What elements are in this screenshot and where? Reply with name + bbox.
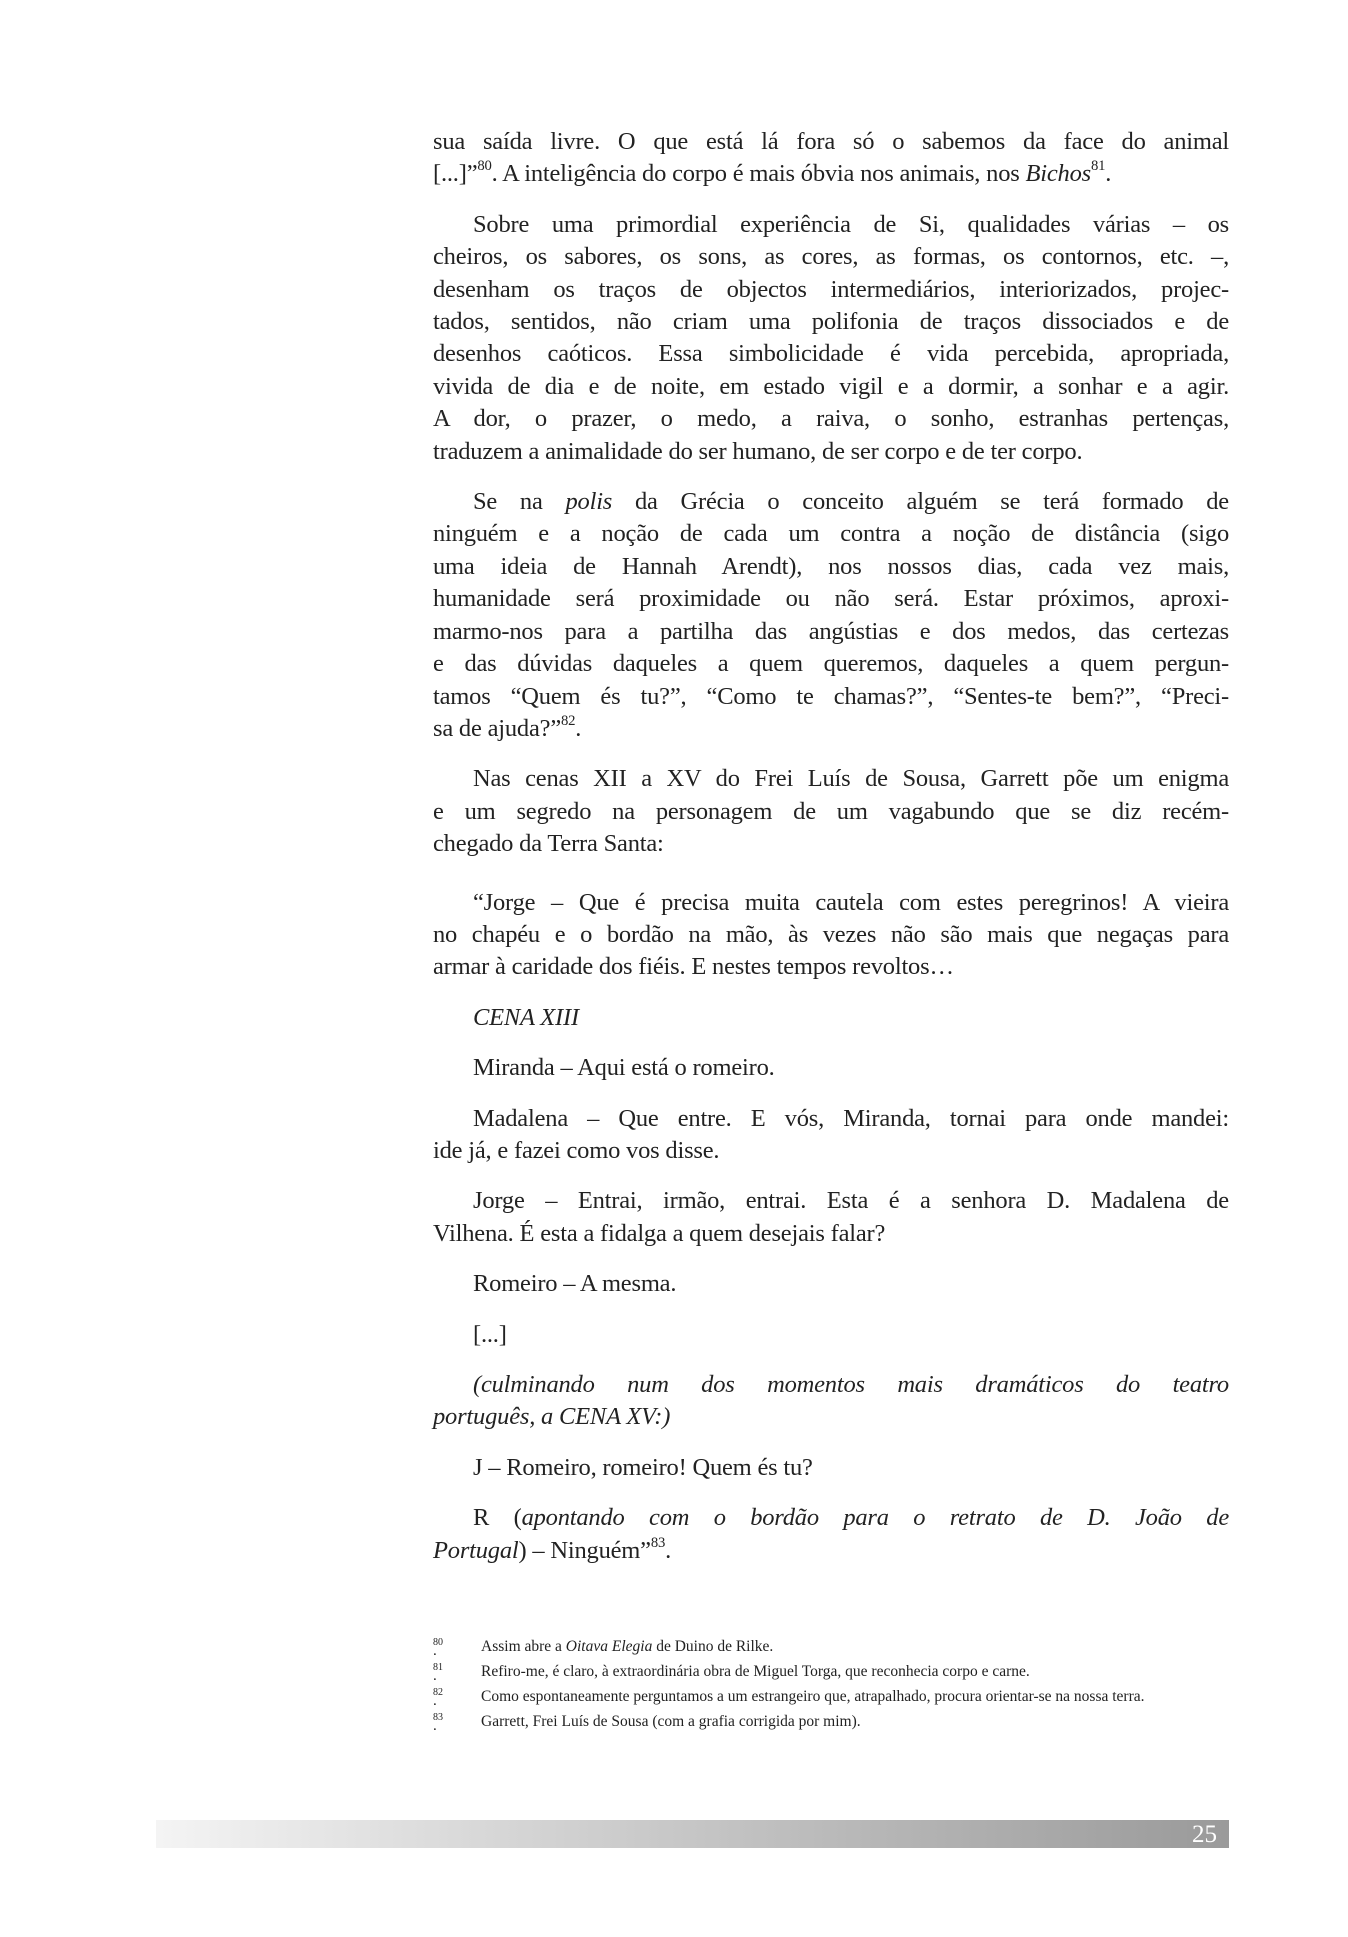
- footnote-text: Garrett, Frei Luís de Sousa (com a grafia corrigida por mim).: [481, 1713, 861, 1730]
- paragraph: [433, 1103, 1229, 1168]
- text-line: e das dúvidas daqueles a quem queremos, daqueles a quem pergun-: [433, 650, 1229, 678]
- text-line: Portugal) – Ninguém”$^{83}$.: [433, 1534, 672, 1564]
- paragraph: [433, 1319, 1229, 1351]
- footnote-ref[interactable]: 83: [650, 1534, 666, 1551]
- footer-bar: [156, 1820, 1229, 1848]
- text-line: J – Romeiro, romeiro! Quem és tu?: [473, 1453, 813, 1481]
- text-line: uma ideia de Hannah Arendt), nos nossos dias, cada vez mais,: [433, 552, 1229, 580]
- text-line: Sobre uma primordial experiência de Si, qualidades várias – os: [473, 210, 1229, 238]
- text-line: R (apontando com o bordão para o retrato de D. João de: [473, 1504, 1229, 1532]
- italic-text: (culminando num dos momentos mais dramáticos do teatro: [473, 1371, 1229, 1398]
- paragraph: [433, 1002, 1229, 1034]
- footnotes: [433, 1636, 1229, 1736]
- text-line: [433, 1369, 1229, 1401]
- text-line: A dor, o prazer, o medo, a raiva, o sonho, estranhas pertenças,: [433, 405, 1229, 433]
- text-line: [...]: [473, 1320, 507, 1348]
- footnote: [433, 1636, 1229, 1657]
- main-text: [433, 126, 1229, 1567]
- text-line: “Jorge – Que é precisa muita cautela com estes peregrinos! A vieira: [473, 888, 1229, 916]
- footnote: [433, 1711, 1229, 1732]
- text-line: Jorge – Entrai, irmão, entrai. Esta é a senhora D. Madalena de: [473, 1187, 1229, 1215]
- text-line: Miranda – Aqui está o romeiro.: [473, 1054, 775, 1082]
- footnote-number: 82 .: [433, 1686, 443, 1700]
- text-line: traduzem a animalidade do ser humano, de ser corpo e de ter corpo.: [433, 437, 1083, 465]
- paragraph: [433, 1502, 1229, 1567]
- text-line: cheiros, os sabores, os sons, as cores, as formas, os contornos, etc. –,: [433, 243, 1229, 271]
- paragraph: [433, 887, 1229, 984]
- text-line: [...]”$^{80}$. A inteligência do corpo é mais óbvia nos animais, nos Bichos$^{81}$.: [433, 158, 1112, 188]
- footnote-text: Como espontaneamente perguntamos a um estrangeiro que, atrapalhado, procura orientar-se na nossa terra.: [481, 1688, 1145, 1705]
- text-line: desenhos caóticos. Essa simbolicidade é vida percebida, apropriada,: [433, 340, 1229, 368]
- footnote-ref[interactable]: 80: [477, 158, 492, 175]
- footnote: [433, 1661, 1229, 1682]
- text-line: humanidade será proximidade ou não será. Estar próximos, aproxi-: [433, 585, 1229, 613]
- text-line: Madalena – Que entre. E vós, Miranda, tornai para onde mandei:: [473, 1104, 1229, 1132]
- footnote-text: Assim abre a Oitava Elegia de Duino de Rilke.: [481, 1638, 774, 1655]
- italic-text: Bichos: [1025, 160, 1091, 188]
- text-line: e um segredo na personagem de um vagabundo que se diz recém-: [433, 797, 1229, 825]
- paragraph: [433, 1268, 1229, 1300]
- italic-text: Oitava Elegia: [565, 1638, 653, 1655]
- paragraph: [433, 209, 1229, 468]
- text-line: marmo-nos para a partilha das angústias e dos medos, das certezas: [433, 617, 1229, 645]
- paragraph: [433, 763, 1229, 860]
- text-line: tamos “Quem és tu?”, “Como te chamas?”, “Sentes-te bem?”, “Preci-: [433, 682, 1229, 710]
- paragraph: [433, 486, 1229, 745]
- paragraph: [433, 1452, 1229, 1484]
- italic-text: polis: [565, 488, 613, 516]
- text-line: Romeiro – A mesma.: [473, 1270, 677, 1298]
- footnote-number: 81 .: [433, 1661, 443, 1675]
- text-line: ide já, e fazei como vos disse.: [433, 1136, 720, 1164]
- paragraph: [433, 1185, 1229, 1250]
- text-line: sua saída livre. O que está lá fora só o sabemos da face do animal: [433, 128, 1229, 155]
- paragraph: [433, 126, 1229, 191]
- text-line: sa de ajuda?”$^{82}$.: [433, 712, 582, 742]
- text-line: ninguém e a noção de cada um contra a noção de distância (sigo: [433, 520, 1229, 548]
- text-line: vivida de dia e de noite, em estado vigil e a dormir, a sonhar e a agir.: [433, 372, 1229, 400]
- footnote-number: 80 .: [433, 1636, 443, 1650]
- page-number: 25: [1192, 1821, 1217, 1848]
- text-line: [433, 1401, 1229, 1433]
- paragraph: [433, 1052, 1229, 1084]
- text-line: chegado da Terra Santa:: [433, 830, 664, 858]
- footnote-number: 83 .: [433, 1711, 443, 1725]
- footnote-text: Refiro-me, é claro, à extraordinária obra de Miguel Torga, que reconhecia corpo e carne.: [481, 1663, 1030, 1680]
- text-line: armar à caridade dos fiéis. E nestes tempos revoltos…: [433, 953, 954, 981]
- footnote: [433, 1686, 1229, 1707]
- italic-text: apontando com o bordão para o retrato de D. João de: [521, 1504, 1229, 1532]
- paragraph: [433, 1369, 1229, 1434]
- italic-text: português, a CENA XV:): [433, 1403, 671, 1431]
- text-line: no chapéu e o bordão na mão, às vezes não são mais que negaças para: [433, 920, 1229, 948]
- text-line: tados, sentidos, não criam uma polifonia de traços dissociados e de: [433, 308, 1229, 336]
- text-line: desenham os traços de objectos intermediários, interiorizados, projec-: [433, 275, 1229, 303]
- text-line: Vilhena. É esta a fidalga a quem desejais falar?: [433, 1219, 886, 1247]
- italic-text: CENA XIII: [473, 1003, 579, 1031]
- italic-text: Portugal: [433, 1536, 519, 1564]
- text-line: Se na polis da Grécia o conceito alguém se terá formado de: [473, 488, 1229, 516]
- text-line: [433, 1002, 1229, 1034]
- text-line: Nas cenas XII a XV do Frei Luís de Sousa, Garrett põe um enigma: [473, 765, 1229, 793]
- footnote-ref[interactable]: 81: [1091, 158, 1106, 175]
- footnote-ref[interactable]: 82: [561, 712, 576, 729]
